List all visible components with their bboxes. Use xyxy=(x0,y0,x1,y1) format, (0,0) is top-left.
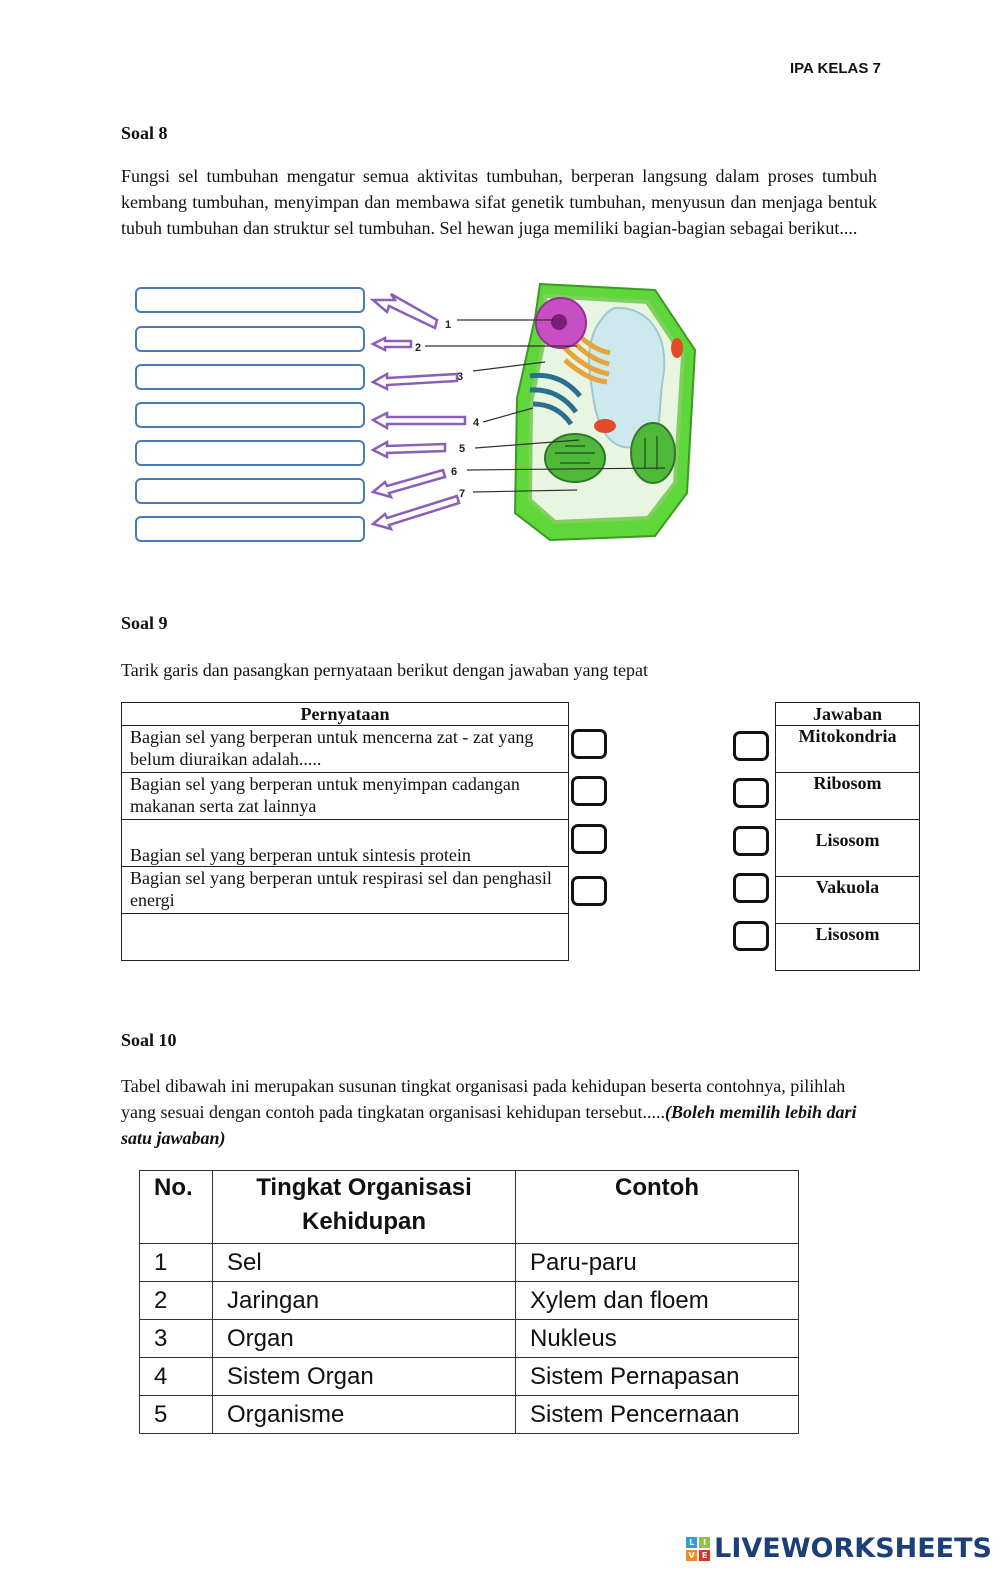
diagram-label-1: 1 xyxy=(445,319,452,331)
answer-box-7[interactable] xyxy=(135,516,365,542)
diagram-label-2: 2 xyxy=(415,342,422,354)
org-no: 2 xyxy=(140,1282,213,1320)
header-tag: IPA KELAS 7 xyxy=(790,60,881,77)
answers-table xyxy=(775,702,920,971)
answers-header: Jawaban xyxy=(776,703,920,726)
arrow-7 xyxy=(373,496,459,529)
chloroplast xyxy=(631,423,675,483)
brand-name: LIVEWORKSHEETS xyxy=(714,1533,992,1564)
arrow-2 xyxy=(373,338,411,350)
answer-box-4[interactable] xyxy=(135,402,365,428)
statement-4: Bagian sel yang berperan untuk respirasi sel dan penghasil energi xyxy=(122,867,569,914)
arrow-5 xyxy=(373,442,445,457)
soal10-text: Tabel dibawah ini merupakan susunan tingkat organisasi pada kehidupan beserta contohnya, pilihlah yang sesuai dengan contoh pada tingkatan organisasi kehidupan tersebut..... xyxy=(121,1076,846,1122)
diagram-label-4: 4 xyxy=(473,417,480,429)
table-row xyxy=(140,1282,799,1320)
org-level: Jaringan xyxy=(213,1282,516,1320)
soal10-emphasis: (Boleh memilih lebih dari satu jawaban) xyxy=(121,1102,857,1148)
answer-box-2[interactable] xyxy=(135,326,365,352)
statements-table xyxy=(121,702,569,961)
organization-table xyxy=(139,1170,799,1434)
org-no: 5 xyxy=(140,1396,213,1434)
org-example[interactable]: Xylem dan floem xyxy=(516,1282,799,1320)
answer-connector-2[interactable] xyxy=(733,778,769,808)
liveworksheets-logo xyxy=(686,1533,992,1564)
answer-1: Mitokondria xyxy=(776,726,920,773)
statement-connector-4[interactable] xyxy=(571,876,607,906)
arrow-3 xyxy=(373,374,457,389)
table-row xyxy=(140,1320,799,1358)
answer-4: Vakuola xyxy=(776,877,920,924)
statement-connector-2[interactable] xyxy=(571,776,607,806)
org-header-no: No. xyxy=(140,1171,213,1244)
org-example[interactable]: Sistem Pencernaan xyxy=(516,1396,799,1434)
plant-cell-diagram xyxy=(365,278,705,543)
arrow-1 xyxy=(373,294,437,328)
statement-1: Bagian sel yang berperan untuk mencerna zat - zat yang belum diuraikan adalah..... xyxy=(122,726,569,773)
soal9-instruction: Tarik garis dan pasangkan pernyataan berikut dengan jawaban yang tepat xyxy=(121,660,649,680)
answer-3: Lisosom xyxy=(776,820,920,877)
arrow-4 xyxy=(373,413,465,428)
statement-5 xyxy=(122,914,569,961)
table-row xyxy=(140,1358,799,1396)
diagram-label-7: 7 xyxy=(459,488,466,500)
org-level: Sel xyxy=(213,1244,516,1282)
org-no: 1 xyxy=(140,1244,213,1282)
diagram-label-5: 5 xyxy=(459,443,466,455)
mitochondrion xyxy=(671,338,683,358)
answer-box-1[interactable] xyxy=(135,287,365,313)
diagram-label-3: 3 xyxy=(457,371,464,383)
table-row xyxy=(140,1396,799,1434)
answer-box-3[interactable] xyxy=(135,364,365,390)
statement-connector-3[interactable] xyxy=(571,824,607,854)
answer-5: Lisosom xyxy=(776,924,920,971)
org-no: 3 xyxy=(140,1320,213,1358)
statements-header: Pernyataan xyxy=(122,703,569,726)
answer-box-5[interactable] xyxy=(135,440,365,466)
table-row xyxy=(140,1244,799,1282)
soal9-title: Soal 9 xyxy=(121,613,168,633)
soal10-title: Soal 10 xyxy=(121,1030,177,1050)
answer-connector-5[interactable] xyxy=(733,921,769,951)
answer-box-6[interactable] xyxy=(135,478,365,504)
statement-3: Bagian sel yang berperan untuk sintesis protein xyxy=(122,820,569,867)
answer-connector-1[interactable] xyxy=(733,731,769,761)
org-header-level: Tingkat Organisasi Kehidupan xyxy=(213,1171,516,1244)
org-header-example: Contoh xyxy=(516,1171,799,1244)
logo-grid-icon: L I V E xyxy=(686,1537,710,1561)
diagram-label-6: 6 xyxy=(451,466,458,478)
nucleolus xyxy=(551,314,567,330)
soal10-paragraph xyxy=(121,1073,866,1151)
mitochondrion xyxy=(594,419,616,433)
arrow-6 xyxy=(373,470,445,497)
org-example[interactable]: Paru-paru xyxy=(516,1244,799,1282)
org-example[interactable]: Sistem Pernapasan xyxy=(516,1358,799,1396)
answer-2: Ribosom xyxy=(776,773,920,820)
org-level: Organ xyxy=(213,1320,516,1358)
chloroplast xyxy=(545,434,605,482)
soal8-title: Soal 8 xyxy=(121,123,168,143)
statement-2: Bagian sel yang berperan untuk menyimpan cadangan makanan serta zat lainnya xyxy=(122,773,569,820)
soal8-text: Fungsi sel tumbuhan mengatur semua aktivitas tumbuhan, berperan langsung dalam proses tumbuh kembang tumbuhan, menyimpan dan membawa sifat genetik tumbuhan, menyusun dan menjaga bentuk tubuh tumbuhan dan struktur sel tumbuhan. Sel hewan juga memiliki bagian-bagian sebagai berikut.... xyxy=(121,166,877,238)
org-level: Organisme xyxy=(213,1396,516,1434)
org-level: Sistem Organ xyxy=(213,1358,516,1396)
org-example[interactable]: Nukleus xyxy=(516,1320,799,1358)
statement-connector-1[interactable] xyxy=(571,729,607,759)
org-no: 4 xyxy=(140,1358,213,1396)
answer-connector-4[interactable] xyxy=(733,873,769,903)
answer-connector-3[interactable] xyxy=(733,826,769,856)
